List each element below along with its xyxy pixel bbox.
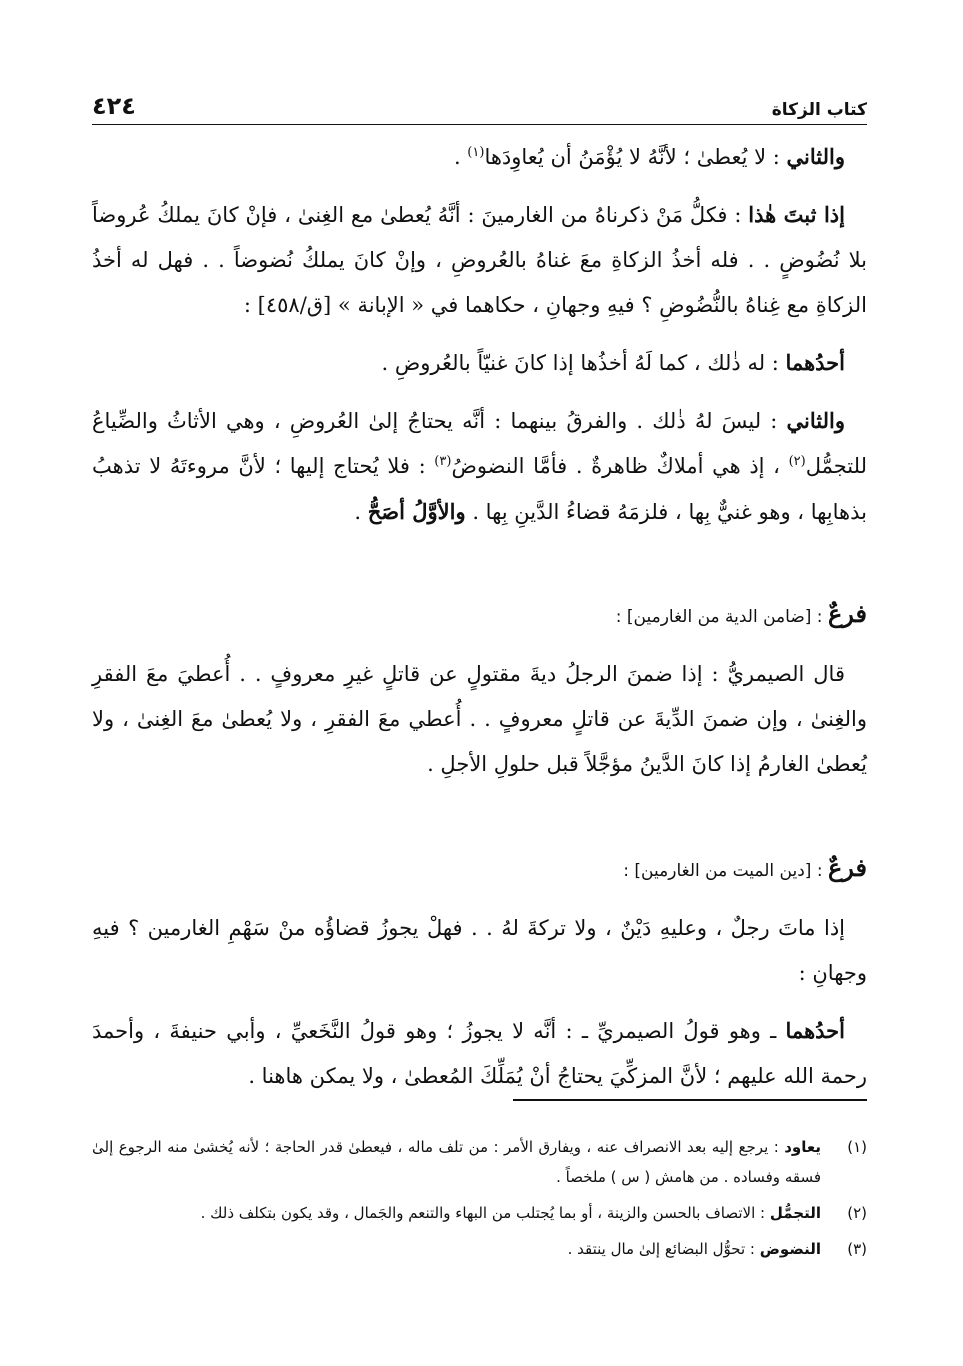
branch-heading-deceased-debt bbox=[92, 845, 867, 894]
footnote-number: (٣) bbox=[847, 1240, 867, 1258]
header-divider bbox=[92, 124, 867, 125]
paragraph-text: : ليسَ لهُ ذٰلك . والفرقُ بينهما : أنَّه يحتاجُ إلىٰ العُروضِ ، وهي الأثاثُ والضِّياعُ للتجمُّل bbox=[92, 409, 867, 478]
footnote-2 bbox=[92, 1198, 867, 1228]
footnote-body bbox=[92, 1132, 821, 1192]
branch-word: فرعٌ bbox=[827, 853, 867, 882]
paragraph-lead: والثاني bbox=[786, 144, 845, 169]
paragraph-text: ، إذ هي أملاكٌ ظاهرةٌ . فأمَّا النضوضُ bbox=[451, 454, 789, 478]
page-number: ٤٢٤ bbox=[92, 92, 136, 120]
paragraph-lead: أحدُهما bbox=[785, 350, 845, 375]
paragraph-saymari bbox=[92, 652, 867, 787]
footnote-divider bbox=[513, 1099, 867, 1101]
footnote-3 bbox=[92, 1234, 867, 1264]
main-text bbox=[92, 134, 867, 1099]
footnote-term: يعاود bbox=[784, 1138, 821, 1156]
branch-title: : [ضامن الدية من الغارمين] : bbox=[615, 607, 828, 627]
paragraph-tail: . bbox=[453, 145, 468, 169]
paragraph-first-view bbox=[92, 340, 867, 386]
header-title: كتاب الزكاة bbox=[771, 100, 867, 120]
branch-word: فرعٌ bbox=[827, 599, 867, 628]
paragraph-lead: إذا ثبتَ هٰذا bbox=[748, 202, 845, 227]
running-header bbox=[92, 84, 867, 120]
footnote-number: (٢) bbox=[847, 1204, 867, 1222]
paragraph-deceased-first-view bbox=[92, 1008, 867, 1099]
paragraph-text: إذا ماتَ رجلٌ ، وعليهِ دَيْنٌ ، ولا تركةَ لهُ . . فهلْ يجوزُ قضاؤُه منْ سَهْمِ الغارمين ؟ فيهِ وجهانِ : bbox=[92, 916, 867, 985]
paragraph-if-established bbox=[92, 192, 867, 328]
paragraph-text: قال الصيمريُّ : إذا ضمنَ الرجلُ ديةَ مقتولٍ عن قاتلٍ غيرِ معروفٍ . . أُعطيَ معَ الفقرِ والغِنىٰ ، وإن ضمنَ الدِّيةَ عن قاتلٍ معروفٍ . . أُعطي معَ الفقرِ ، ولا يُعطىٰ معَ الغِنىٰ ، ولا يُعطىٰ الغارمُ إذا كانَ الدَّينُ مؤجَّلاً قبل حلولِ الأجلِ . bbox=[92, 662, 867, 776]
footnote-text: : تحوُّل البضائع إلىٰ مال ينتقد . bbox=[567, 1240, 760, 1258]
paragraph-deceased-question bbox=[92, 906, 867, 996]
footnote-ref-2[interactable]: (٢) bbox=[788, 454, 806, 469]
footnote-number: (١) bbox=[847, 1138, 867, 1156]
paragraph-tail: . bbox=[354, 500, 368, 524]
paragraph-text: ـ وهو قولُ الصيمريِّ ـ : أنَّه لا يجوزُ ؛ وهو قولُ النَّخَعيِّ ، وأبي حنيفةَ ، وأحمدَ رحمة الله عليهم ؛ لأنَّ المزكِّيَ يحتاجُ أنْ يُمَلِّكَ المُعطىٰ ، ولا يمكن هاهنا . bbox=[92, 1019, 867, 1088]
footnote-ref-3[interactable]: (٣) bbox=[434, 454, 452, 469]
paragraph-text: : فكلُّ مَنْ ذكرناهُ من الغارمينَ : أنَّهُ يُعطىٰ مع الغِنىٰ ، فإنْ كانَ يملكُ عُروضاً بلا نُضُوضٍ . . فله أخذُ الزكاةِ معَ غناهُ بالعُروضِ ، وإنْ كانَ يملكُ نُضوضاً . . فهل له أخذُ الزكاةِ مع غِناهُ بالنُّضُوضِ ؟ فيهِ وجهانِ ، حكاهما في « الإبانة » [ق/٤٥٨] : bbox=[92, 203, 867, 317]
footnote-body bbox=[92, 1234, 821, 1264]
paragraph-lead: والثاني bbox=[786, 408, 845, 433]
footnote-text: : يرجع إليه بعد الانصراف عنه ، ويفارق الأمر : من تلف ماله ، فيعطىٰ قدر الحاجة ؛ لأنه يُخشىٰ منه الرجوع إلىٰ فسقه وفساده . من هامش ( س ) ملخصاً . bbox=[92, 1138, 821, 1186]
footnote-term: النضوض bbox=[759, 1240, 821, 1258]
paragraph-lead: أحدُهما bbox=[785, 1018, 845, 1043]
footnotes bbox=[92, 1132, 867, 1270]
footnote-1 bbox=[92, 1132, 867, 1192]
footnote-body bbox=[92, 1198, 821, 1228]
branch-heading-blood-money bbox=[92, 591, 867, 640]
paragraph-text: : له ذٰلك ، كما لَهُ أخذُها إذا كانَ غنيّاً بالعُروضِ . bbox=[381, 351, 786, 375]
footnote-text: : الاتصاف بالحسن والزينة ، أو بما يُجتلب من البهاء والتنعم والجَمال ، وقد يكون بتكلف ذلك . bbox=[200, 1204, 770, 1222]
conclusion-text: والأوَّلُ أصَحُّ bbox=[367, 499, 466, 524]
paragraph-text: : فلا يُحتاج إليها ؛ لأنَّ مروءتَهُ لا تذهبُ بذهابِها ، وهو غنيٌّ بِها ، فلزمَهُ قضاءُ الدَّينِ بِها . bbox=[92, 454, 867, 524]
footnote-ref-1[interactable]: (١) bbox=[467, 145, 485, 160]
footnote-term: التجمُّل bbox=[769, 1204, 821, 1222]
paragraph-second-view bbox=[92, 398, 867, 535]
branch-title: : [دين الميت من الغارمين] : bbox=[623, 861, 828, 881]
paragraph-text: : لا يُعطىٰ ؛ لأنَّهُ لا يُؤْمَنُ أن يُعاوِدَها bbox=[484, 145, 787, 169]
paragraph-second-opinion bbox=[92, 134, 867, 180]
